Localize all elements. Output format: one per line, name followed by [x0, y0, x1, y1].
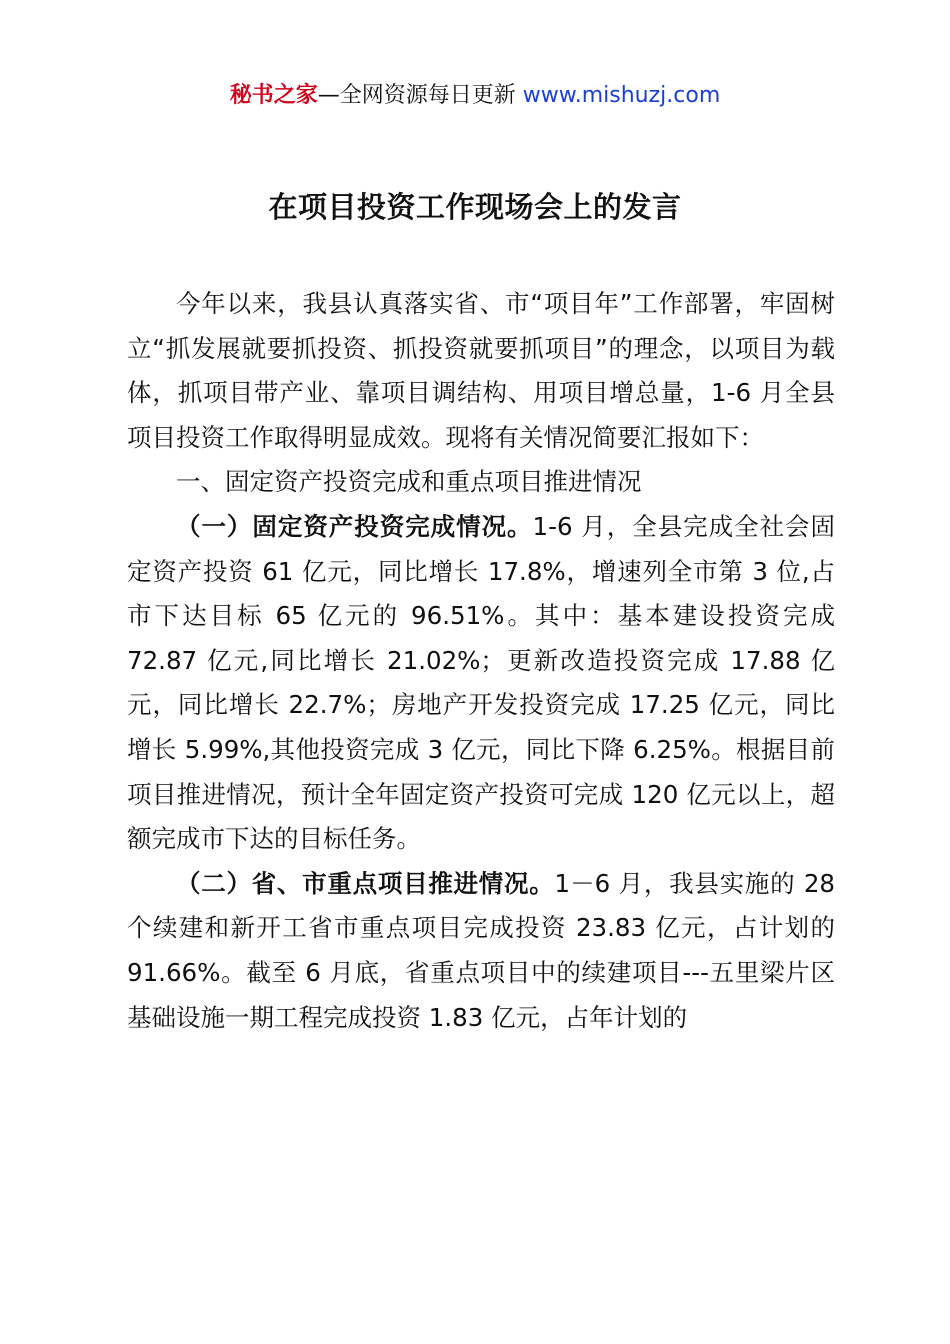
paragraph-lead: （二）省、市重点项目推进情况。	[176, 868, 555, 898]
paragraph-lead: （一）固定资产投资完成情况。	[176, 511, 533, 541]
section-heading	[127, 460, 835, 505]
site-name: 秘书之家	[229, 83, 318, 108]
paragraph-text: 今年以来，我县认真落实省、市“项目年”工作部署，牢固树立“抓发展就要抓投资、抓投资就要抓项目”的理念，以项目为载体，抓项目带产业、靠项目调结构、用项目增总量，1-6 月全县项目投资工作取得明显成效。现将有关情况简要汇报如下：	[127, 289, 835, 452]
paragraph-text: 1－6 月，我县实施的 28 个续建和新开工省市重点项目完成投资 23.83 亿元，占计划的 91.66%。截至 6 月底，省重点项目中的续建项目---五里梁片区基础设施一期工程完成投资 1.83 亿元，占年计划的	[127, 868, 835, 1032]
paragraph-text: 1-6 月，全县完成全社会固定资产投资 61 亿元，同比增长 17.8%，增速列全市第 3 位,占市下达目标 65 亿元的 96.51%。其中：基本建设投资完成 72.87 亿元,同比增长 21.02%；更新改造投资完成 17.88 亿元，同比增长 22.7%；房地产开发投资完成 17.25 亿元，同比增长 5.99%,其他投资完成 3 亿元，同比下降 6.25%。根据目前项目推进情况，预计全年固定资产投资可完成 120 亿元以上，超额完成市下达的目标任务。	[127, 511, 835, 854]
site-header	[0, 80, 950, 112]
paragraph-intro	[127, 282, 835, 460]
paragraph-fixed-asset-investment	[127, 505, 835, 862]
document-body	[127, 282, 835, 1040]
paragraph-key-projects	[127, 862, 835, 1040]
site-url-link[interactable]: www.mishuzj.com	[522, 83, 721, 108]
paragraph-text: 一、固定资产投资完成和重点项目推进情况	[176, 467, 642, 497]
document-title: 在项目投资工作现场会上的发言	[268, 190, 682, 224]
site-tagline: —全网资源每日更新	[317, 83, 523, 108]
